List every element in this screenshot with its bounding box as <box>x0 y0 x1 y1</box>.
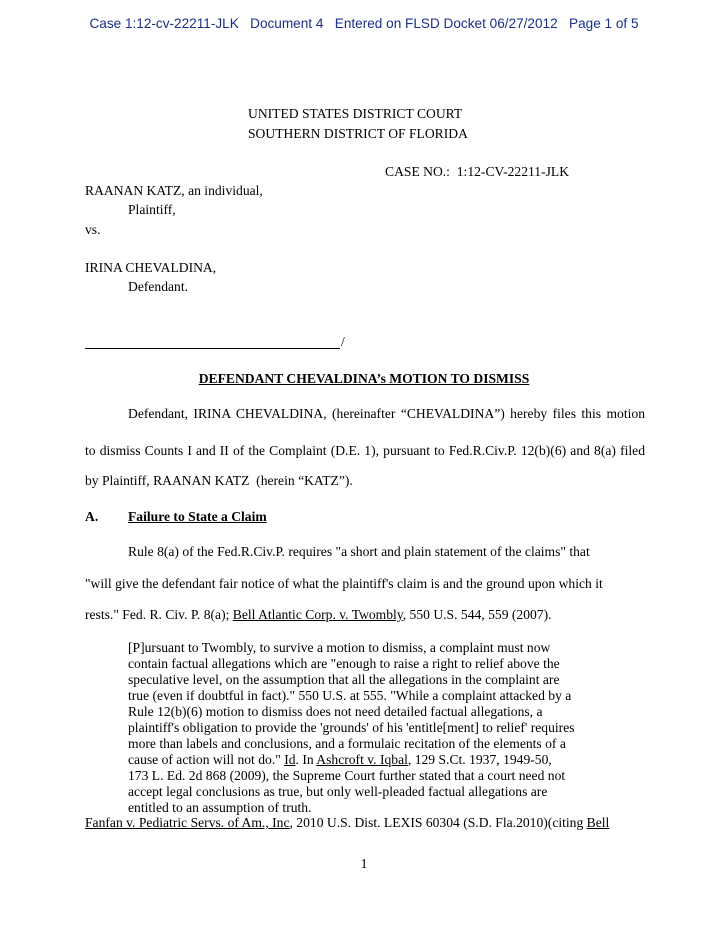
quote-text-tail: , 129 S.Ct. 1937, 1949-50, <box>407 752 552 767</box>
quote-line: entitled to an assumption of truth. <box>128 800 312 815</box>
case-number: CASE NO.: 1:12-CV-22211-JLK <box>385 164 570 179</box>
quote-line: speculative level, on the assumption that all the allegations in the complaint are <box>128 672 560 687</box>
section-letter: A. <box>85 509 99 524</box>
quote-line: true (even if doubtful in fact)." 550 U.S. at 555. "While a complaint attacked by a <box>128 688 572 703</box>
page-number: 1 <box>360 856 368 871</box>
plaintiff-role: Plaintiff, <box>128 202 176 217</box>
court-name: UNITED STATES DISTRICT COURT <box>248 106 463 121</box>
citation-text: , 2010 U.S. Dist. LEXIS 60304 (S.D. Fla.2010)(citing <box>289 815 587 830</box>
quote-text-mid: . In <box>295 752 317 767</box>
block-quote <box>128 640 628 816</box>
defendant-name: IRINA CHEVALDINA, <box>85 260 217 275</box>
quote-line: Rule 12(b)(6) motion to dismiss does not need detailed factual allegations, a <box>128 704 543 719</box>
caption-slash: / <box>341 334 345 349</box>
quote-line: plaintiff's obligation to provide the 'grounds' of his 'entitle[ment] to relief' requires <box>128 720 575 735</box>
motion-title: DEFENDANT CHEVALDINA’s MOTION TO DISMISS <box>198 371 530 386</box>
case-citation-fanfan: Fanfan v. Pediatric Servs. of Am., Inc <box>85 815 290 830</box>
para-a-line-2: "will give the defendant fair notice of what the plaintiff's claim is and the ground upon which it <box>85 576 603 591</box>
case-citation-twombly: Bell Atlantic Corp. v. Twombly <box>232 607 403 622</box>
para-a-line-1: Rule 8(a) of the Fed.R.Civ.P. requires "a short and plain statement of the claims" that <box>128 544 590 559</box>
quote-text: cause of action will not do." <box>128 752 285 767</box>
quote-line <box>128 752 628 768</box>
intro-line-2: to dismiss Counts I and II of the Complaint (D.E. 1), pursuant to Fed.R.Civ.P. 12(b)(6) and 8(a) filed <box>85 443 645 458</box>
quote-line: accept legal conclusions as true, but only well-pleaded factual allegations are <box>128 784 548 799</box>
docket-header: Case 1:12-cv-22211-JLK Document 4 Entered on FLSD Docket 06/27/2012 Page 1 of 5 <box>89 16 639 31</box>
court-district: SOUTHERN DISTRICT OF FLORIDA <box>248 126 468 141</box>
section-heading: Failure to State a Claim <box>128 509 267 524</box>
quote-line: more than labels and conclusions, and a formulaic recitation of the elements of a <box>128 736 566 751</box>
caption-rule <box>85 348 340 349</box>
para-a-text: rests." Fed. R. Civ. P. 8(a); <box>85 607 233 622</box>
defendant-role: Defendant. <box>128 279 189 294</box>
case-citation-iqbal: Ashcroft v. Iqbal <box>316 752 408 767</box>
id-citation: Id <box>284 752 296 767</box>
versus: vs. <box>85 222 101 237</box>
intro-line-3: by Plaintiff, RAANAN KATZ (herein “KATZ”). <box>85 473 353 488</box>
quote-line: contain factual allegations which are "enough to raise a right to relief above the <box>128 656 560 671</box>
case-citation-bell: Bell <box>586 815 610 830</box>
quote-line: 173 L. Ed. 2d 868 (2009), the Supreme Court further stated that a court need not <box>128 768 566 783</box>
citation-line <box>85 815 609 831</box>
intro-line-1: Defendant, IRINA CHEVALDINA, (hereinafter “CHEVALDINA”) hereby files this motion <box>128 406 645 421</box>
quote-line: [P]ursuant to Twombly, to survive a motion to dismiss, a complaint must now <box>128 640 551 655</box>
plaintiff-name: RAANAN KATZ, an individual, <box>85 183 263 198</box>
para-a-line-3 <box>85 607 552 623</box>
para-a-text-tail: , 550 U.S. 544, 559 (2007). <box>402 607 552 622</box>
